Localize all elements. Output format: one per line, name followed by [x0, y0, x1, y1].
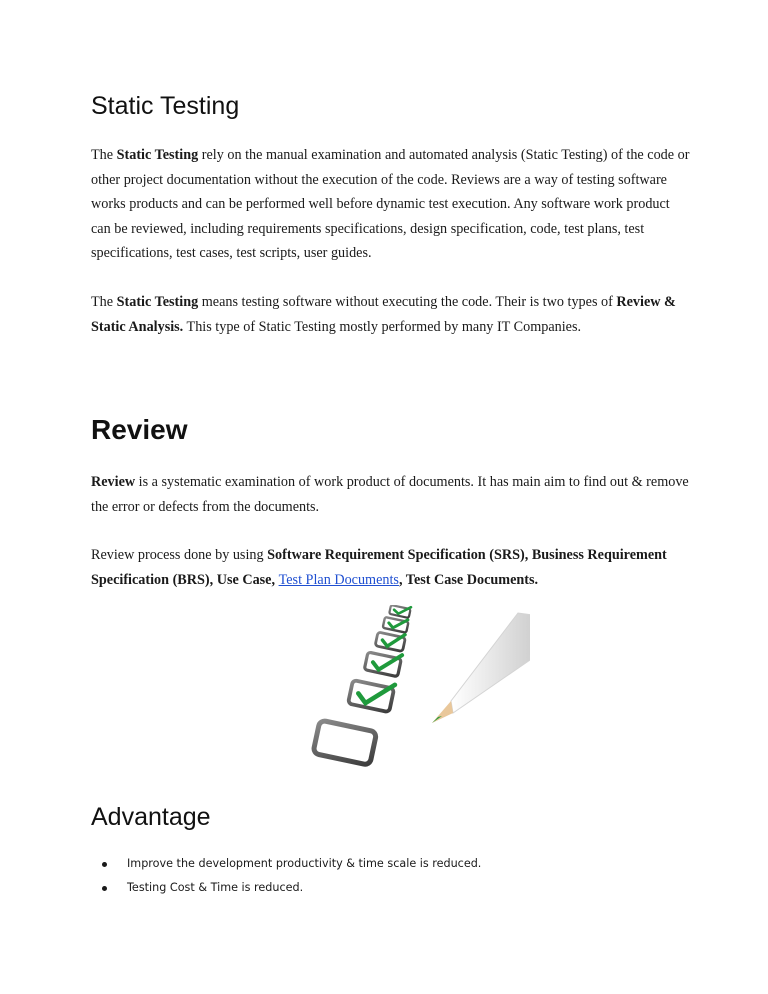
checklist-pencil-icon: [308, 605, 530, 770]
pencil-icon: [432, 613, 530, 723]
checkbox-1: [389, 605, 411, 618]
static-testing-paragraph-1: The Static Testing rely on the manual examination and automated analysis (Static Testing) of the code or other project documentation without the execution of the code. Reviews are a way of testing software works products and can be performed well before dynamic test execution. Any software work product can be reviewed, including requirements specifications, design specification, code, test plans, test specifications, test cases, test scripts, user guides.: [91, 147, 690, 261]
advantage-heading: Advantage: [91, 803, 211, 831]
test-plan-documents-link[interactable]: Test Plan Documents: [278, 571, 399, 588]
review-paragraph-1: Review is a systematic examination of work product of documents. It has main aim to find out & remove the error or defects from the documents.: [91, 474, 689, 515]
static-testing-heading: Static Testing: [91, 92, 240, 120]
checkbox-4: [364, 648, 402, 677]
list-item: Improve the development productivity & time scale is reduced.: [91, 852, 691, 876]
advantage-list: [91, 852, 691, 900]
checkbox-5: [348, 676, 395, 712]
review-paragraph-2: Review process done by using Software Requirement Specification (SRS), Business Requirement Specification (BRS), Use Case, Test Plan Documents, Test Case Documents.: [91, 547, 667, 588]
bullet-icon: [102, 862, 107, 867]
review-heading: Review: [91, 414, 188, 445]
list-item: Testing Cost & Time is reduced.: [91, 876, 691, 900]
bullet-icon: [102, 886, 107, 891]
checkbox-6: [313, 720, 377, 765]
static-testing-paragraph-2: The Static Testing means testing software without executing the code. Their is two types of Review & Static Analysis. This type of Static Testing mostly performed by many IT Companies.: [91, 294, 676, 335]
